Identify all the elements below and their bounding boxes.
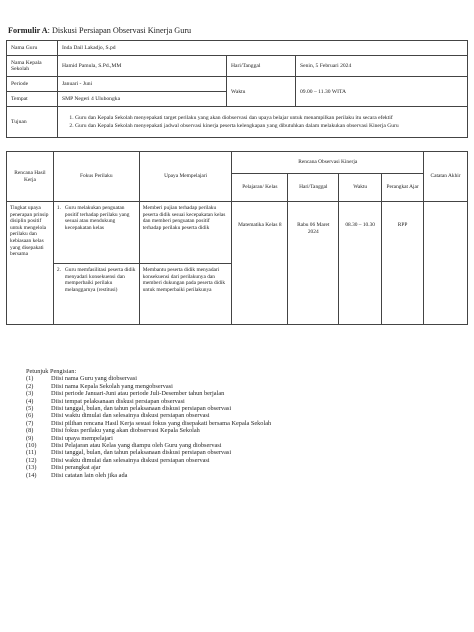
- petunjuk-text: Diisi tanggal, bulan, dan tahun pelaksanaan diskusi persiapan observasi: [51, 449, 232, 457]
- header-rencana-observasi: Rencana Observasi Kinerja: [232, 152, 424, 174]
- petunjuk-number: (12): [26, 456, 37, 464]
- petunjuk-text: Diisi waktu dimulai dan selesainya diskusi persiapan observasi: [51, 412, 210, 420]
- form-title: : Diskusi Persiapan Observasi Kinerja Guru: [47, 26, 192, 35]
- tujuan-value: [58, 107, 468, 138]
- periode-label: Periode: [7, 77, 58, 92]
- petunjuk-number: (13): [26, 464, 37, 472]
- petunjuk-item: [26, 457, 271, 464]
- perangkat-cell: RPP: [382, 202, 424, 325]
- tujuan-item: 1. Guru dan Kepala Sekolah menyepakati target perilaku yang akan diobservasi dan upaya belajar untuk menampilkan perilaku itu secara efektif: [75, 115, 463, 122]
- header-perangkat: Perangkat Ajar: [382, 174, 424, 202]
- petunjuk-item: [26, 449, 271, 456]
- fokus-text: Guru melakukan penguatan positif terhadap perilaku yang sesuai atau mendukung kecepakatan kelas: [64, 205, 130, 231]
- header-pelajaran: Pelajaran/ Kelas: [232, 174, 288, 202]
- upaya-cell: Memberi pujian terhadap perilaku peserta didik sesuai kecepakatan kelas dan memberi penguatan positif terhadap perilaku peserta didik: [139, 202, 232, 264]
- catatan-cell: [424, 202, 468, 325]
- tujuan-item: 2. Guru dan Kepala Sekolah menyepakati jadwal observasi kinerja peserta kelengkapan yang dibutuhkan dalam melakukan observasi Kinerja Guru: [75, 123, 463, 130]
- periode-value: Januari - Juni: [58, 77, 227, 92]
- petunjuk-text: Diisi tanggal, bulan, dan tahun pelaksanaan diskusi persiapan observasi: [51, 405, 232, 413]
- header-waktu: Waktu: [339, 174, 382, 202]
- tempat-label: Tempat: [7, 92, 58, 107]
- petunjuk-item: [26, 420, 271, 427]
- fokus-cell: [53, 202, 139, 264]
- info-table: [6, 40, 468, 138]
- petunjuk-number: (5): [26, 405, 34, 413]
- fokus-cell: [53, 264, 139, 325]
- item-number: 2.: [56, 267, 61, 273]
- hari-tanggal-cell: Rabu 06 Maret 2024: [288, 202, 339, 325]
- petunjuk-pengisian: [26, 368, 271, 479]
- plan-table: [6, 151, 468, 325]
- item-number: 1.: [56, 205, 61, 211]
- tempat-value: SMP Negeri 4 Ulubongka: [58, 92, 227, 107]
- petunjuk-item: [26, 412, 271, 419]
- petunjuk-item: [26, 390, 271, 397]
- petunjuk-item: [26, 442, 271, 449]
- petunjuk-number: (3): [26, 390, 34, 398]
- petunjuk-text: Diisi periode Januari-Juni atau periode Juli-Desember tahun berjalan: [51, 390, 225, 398]
- fokus-text: Guru memfasilitasi peserta didik menyadari konsekuensi dan memperbaiki perilaku melanggarnya (restitusi): [64, 267, 136, 293]
- petunjuk-text: Diisi tempat pelaksanaan diskusi persiapan observasi: [51, 397, 185, 405]
- petunjuk-heading: Petunjuk Pengisian:: [26, 368, 77, 375]
- petunjuk-item: [26, 405, 271, 412]
- petunjuk-number: (1): [26, 375, 34, 383]
- header-fokus-perilaku: Fokus Perilaku: [53, 152, 139, 202]
- header-hasil-kerja: Rencana Hasil Kerja: [7, 152, 54, 202]
- petunjuk-text: Diisi catatan lain oleh jika ada: [51, 471, 128, 479]
- waktu-label: Waktu: [227, 77, 296, 107]
- petunjuk-item: [26, 398, 271, 405]
- tujuan-label: Tujuan: [7, 107, 58, 138]
- petunjuk-number: (4): [26, 397, 34, 405]
- nama-guru-label: Nama Guru: [7, 41, 58, 56]
- tujuan-list: [62, 115, 463, 130]
- petunjuk-number: (9): [26, 434, 34, 442]
- petunjuk-text: Diisi Pelajaran atau Kelas yang diampu oleh Guru yang diobservasi: [51, 442, 222, 450]
- petunjuk-item: [26, 464, 271, 471]
- petunjuk-item: [26, 427, 271, 434]
- petunjuk-item: [26, 375, 271, 382]
- petunjuk-text: Diisi pilihan rencana Hasil Kerja sesuai fokus yang disepakati bersama Kepala Sekolah: [51, 419, 272, 427]
- upaya-cell: Membantu peserta didik menyadari konsekuensi dari perilakunya dan memberi dukungan pada peserta didik untuk memperbaiki perilakunya: [139, 264, 232, 325]
- petunjuk-number: (6): [26, 412, 34, 420]
- petunjuk-number: (14): [26, 471, 37, 479]
- petunjuk-number: (10): [26, 442, 37, 450]
- header-catatan-akhir: Catatan Akhir: [424, 152, 468, 202]
- pelajaran-cell: Matematika Kelas 8: [232, 202, 288, 325]
- waktu-value: 09.00 – 11.30 WITA: [296, 77, 468, 107]
- hasil-kerja-cell: Tingkat upaya penerapan prinsip disiplin positif untuk mengelola perilaku dan kebiasaan kelas yang disepakati bersama: [7, 202, 54, 325]
- petunjuk-text: Diisi upaya mempelajari: [51, 434, 113, 442]
- petunjuk-number: (2): [26, 382, 34, 390]
- header-hari-tanggal: Hari/Tanggal: [288, 174, 339, 202]
- nama-kepala-label: Nama Kepala Sekolah: [7, 56, 58, 77]
- hari-tanggal-value: Senin, 5 Februari 2024: [296, 56, 468, 77]
- petunjuk-text: Diisi perangkat ajar: [51, 464, 101, 472]
- petunjuk-text: Diisi fokus perilaku yang akan diobservasi Kepala Sekolah: [51, 427, 200, 435]
- petunjuk-number: (11): [26, 449, 37, 457]
- petunjuk-number: (8): [26, 427, 34, 435]
- header-upaya: Upaya Mempelajari: [139, 152, 232, 202]
- petunjuk-list: [26, 375, 271, 479]
- page-title: [8, 26, 191, 35]
- petunjuk-number: (7): [26, 419, 34, 427]
- petunjuk-text: Diisi nama Kepala Sekolah yang mengobservasi: [51, 382, 173, 390]
- petunjuk-item: [26, 472, 271, 479]
- hari-tanggal-label: Hari/Tanggal: [227, 56, 296, 77]
- nama-kepala-value: Hamid Pamula, S.Pd.,MM: [58, 56, 227, 77]
- form-label: Formulir A: [8, 26, 48, 35]
- petunjuk-text: Diisi nama Guru yang diobservasi: [51, 375, 138, 383]
- nama-guru-value: Inda Dail Lakadjo, S.pd: [58, 41, 468, 56]
- petunjuk-item: [26, 435, 271, 442]
- waktu-cell: 08.30 – 10.30: [339, 202, 382, 325]
- petunjuk-item: [26, 383, 271, 390]
- petunjuk-text: Diisi waktu dimulai dan selesainya diskusi persiapan observasi: [51, 456, 210, 464]
